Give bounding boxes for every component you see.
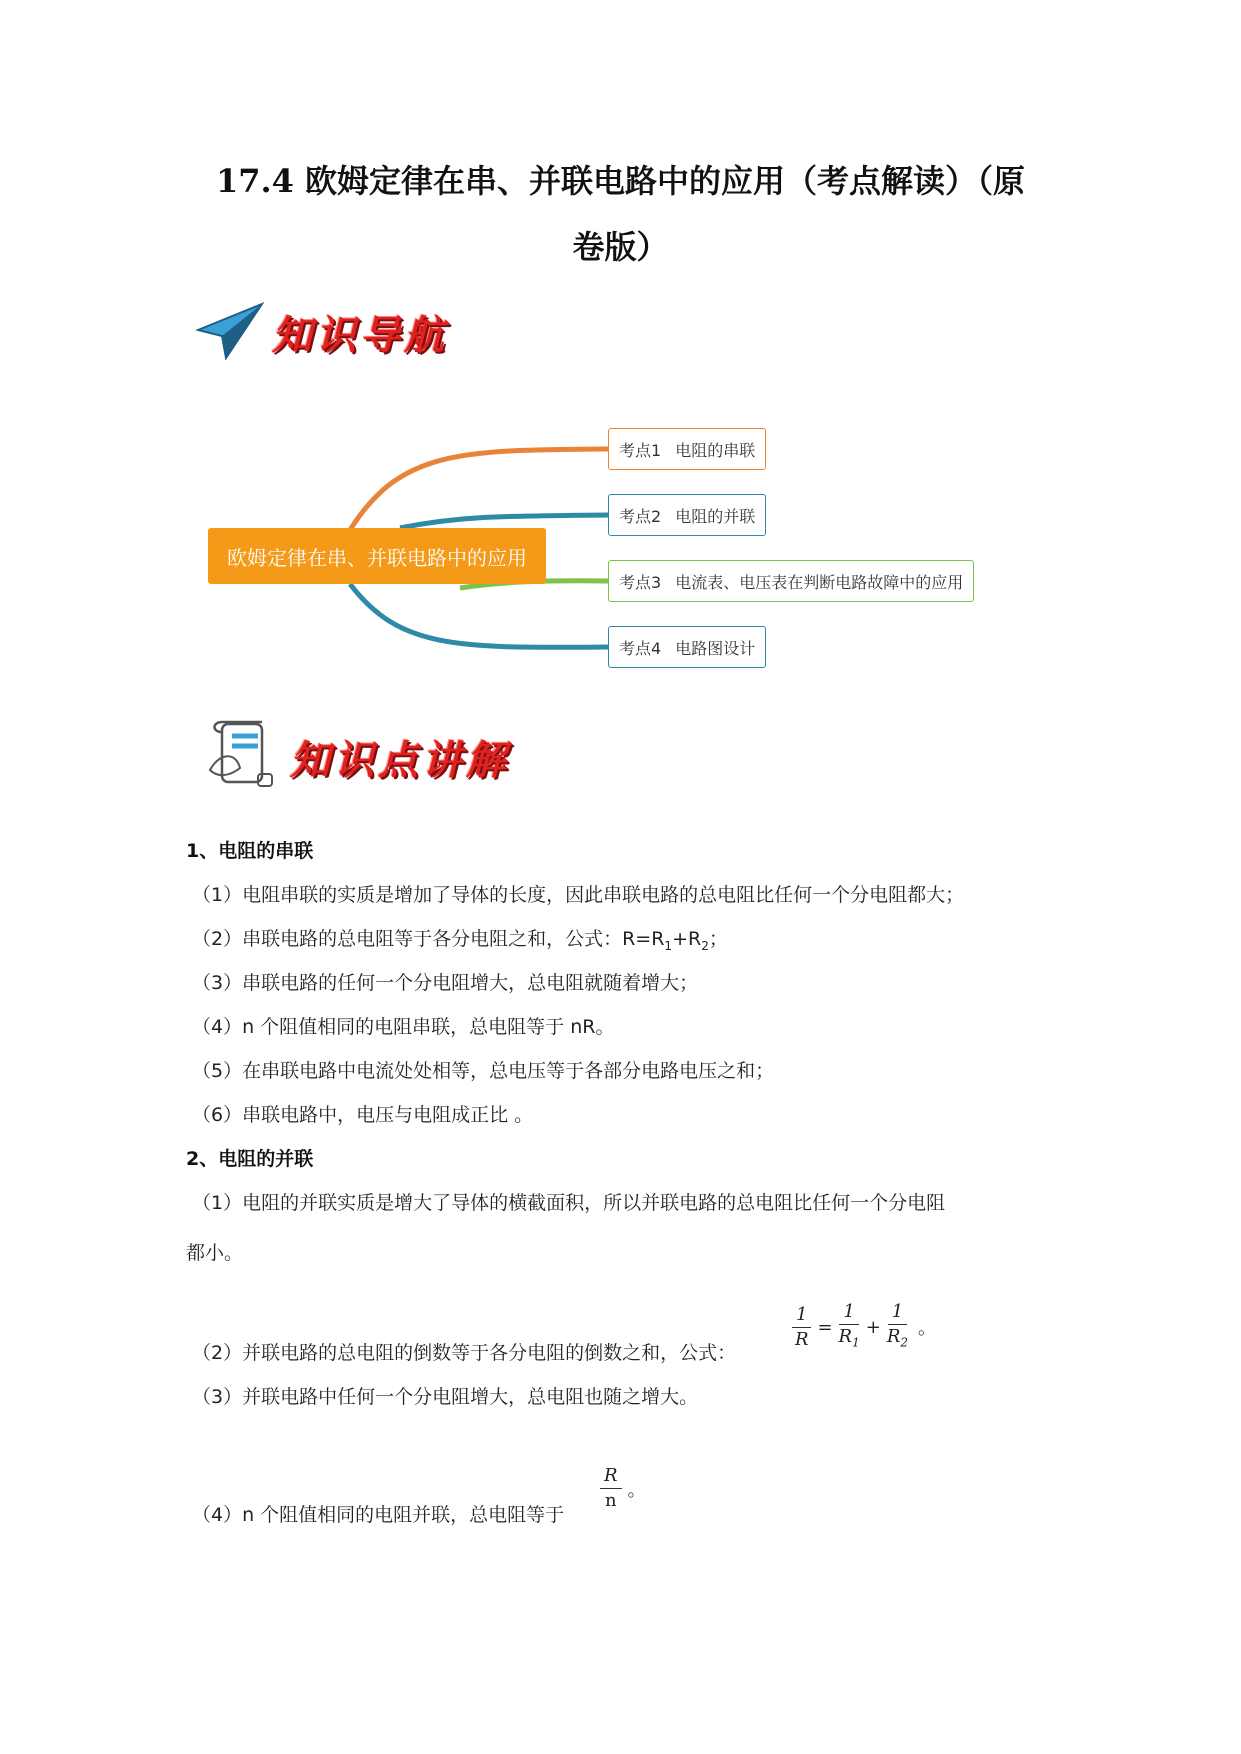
fraction [839,1300,860,1355]
paper-plane-icon [196,300,264,364]
list-item: （6）串联电路中，电压与电阻成正比 。 [192,1104,534,1126]
n-resistors-formula [600,1464,646,1513]
mind-map-branch-2 [608,494,766,536]
branch-label: 电流表、电压表在判断电路故障中的应用 [675,572,964,592]
fraction [887,1300,908,1355]
page-title: 17.4 欧姆定律在串、并联电路中的应用（考点解读）（原卷版） [215,162,1026,266]
denominator: n [604,1490,617,1511]
branch-tag: 考点4 [619,638,662,658]
branch-tag: 考点3 [619,572,662,592]
knowledge-nav-banner [196,300,448,364]
formula-text: +R [672,928,702,950]
section-heading: 2、电阻的并联 [186,1148,314,1170]
numerator: R [600,1464,622,1489]
denominator [887,1325,908,1355]
formula-end: 。 [918,1318,937,1340]
list-item: （1）电阻串联的实质是增加了导体的长度，因此串联电路的总电阻比任何一个分电阻都大； [192,884,965,906]
equals-sign: = [817,1316,833,1338]
denominator [839,1325,860,1355]
banner-title: 知识导航 [272,311,448,359]
mind-map-branch-4 [608,626,766,668]
formula-text: ； [708,928,728,950]
plus-sign: + [865,1316,881,1338]
branch-tag: 考点2 [619,506,662,526]
numerator: 1 [888,1300,907,1325]
denominator-symbol: R [838,1326,853,1347]
scroll-quill-icon [206,718,278,796]
list-item: （3）并联电路中任何一个分电阻增大，总电阻也随之增大。 [192,1386,699,1408]
fraction [792,1303,811,1352]
list-item: （1）电阻的并联实质是增大了导体的横截面积，所以并联电路的总电阻比任何一个分电阻 [192,1192,946,1214]
mind-map-root: 欧姆定律在串、并联电路中的应用 [208,528,546,584]
series-formula [622,928,728,953]
branch-label: 电阻的串联 [675,440,756,460]
formula-subscript: 1 [664,938,673,953]
section-heading: 1、电阻的串联 [186,840,314,862]
list-item: 都小。 [186,1242,244,1264]
banner-title: 知识点讲解 [290,736,510,784]
list-item: （3）串联电路的任何一个分电阻增大，总电阻就随着增大； [192,972,699,994]
branch-label: 电路图设计 [675,638,756,658]
formula-end: 。 [627,1479,646,1501]
list-item: （4）n 个阻值相同的电阻串联，总电阻等于 nR。 [192,1016,615,1038]
parallel-resistance-formula [792,1300,936,1355]
list-item: （4）n 个阻值相同的电阻并联，总电阻等于 [192,1504,565,1526]
denominator-subscript: 2 [900,1335,909,1350]
denominator: R [794,1328,809,1350]
list-item: （2）并联电路的总电阻的倒数等于各分电阻的倒数之和，公式： [192,1342,737,1364]
list-item-text: （2）串联电路的总电阻等于各分电阻之和，公式： [192,928,623,950]
mind-map [200,420,1020,700]
knowledge-explain-banner [206,718,510,796]
list-item: （5）在串联电路中电流处处相等，总电压等于各部分电路电压之和； [192,1060,775,1082]
denominator-subscript: 1 [852,1335,860,1350]
mind-map-branch-1 [608,428,766,470]
numerator: 1 [839,1300,858,1325]
formula-subscript: 2 [701,938,709,953]
branch-label: 电阻的并联 [675,506,756,526]
formula-text: R=R [622,928,665,950]
mind-map-branch-3 [608,560,974,602]
list-item [192,924,728,953]
numerator: 1 [792,1303,811,1328]
branch-tag: 考点1 [619,440,662,460]
fraction [600,1464,622,1513]
denominator-symbol: R [886,1326,901,1347]
